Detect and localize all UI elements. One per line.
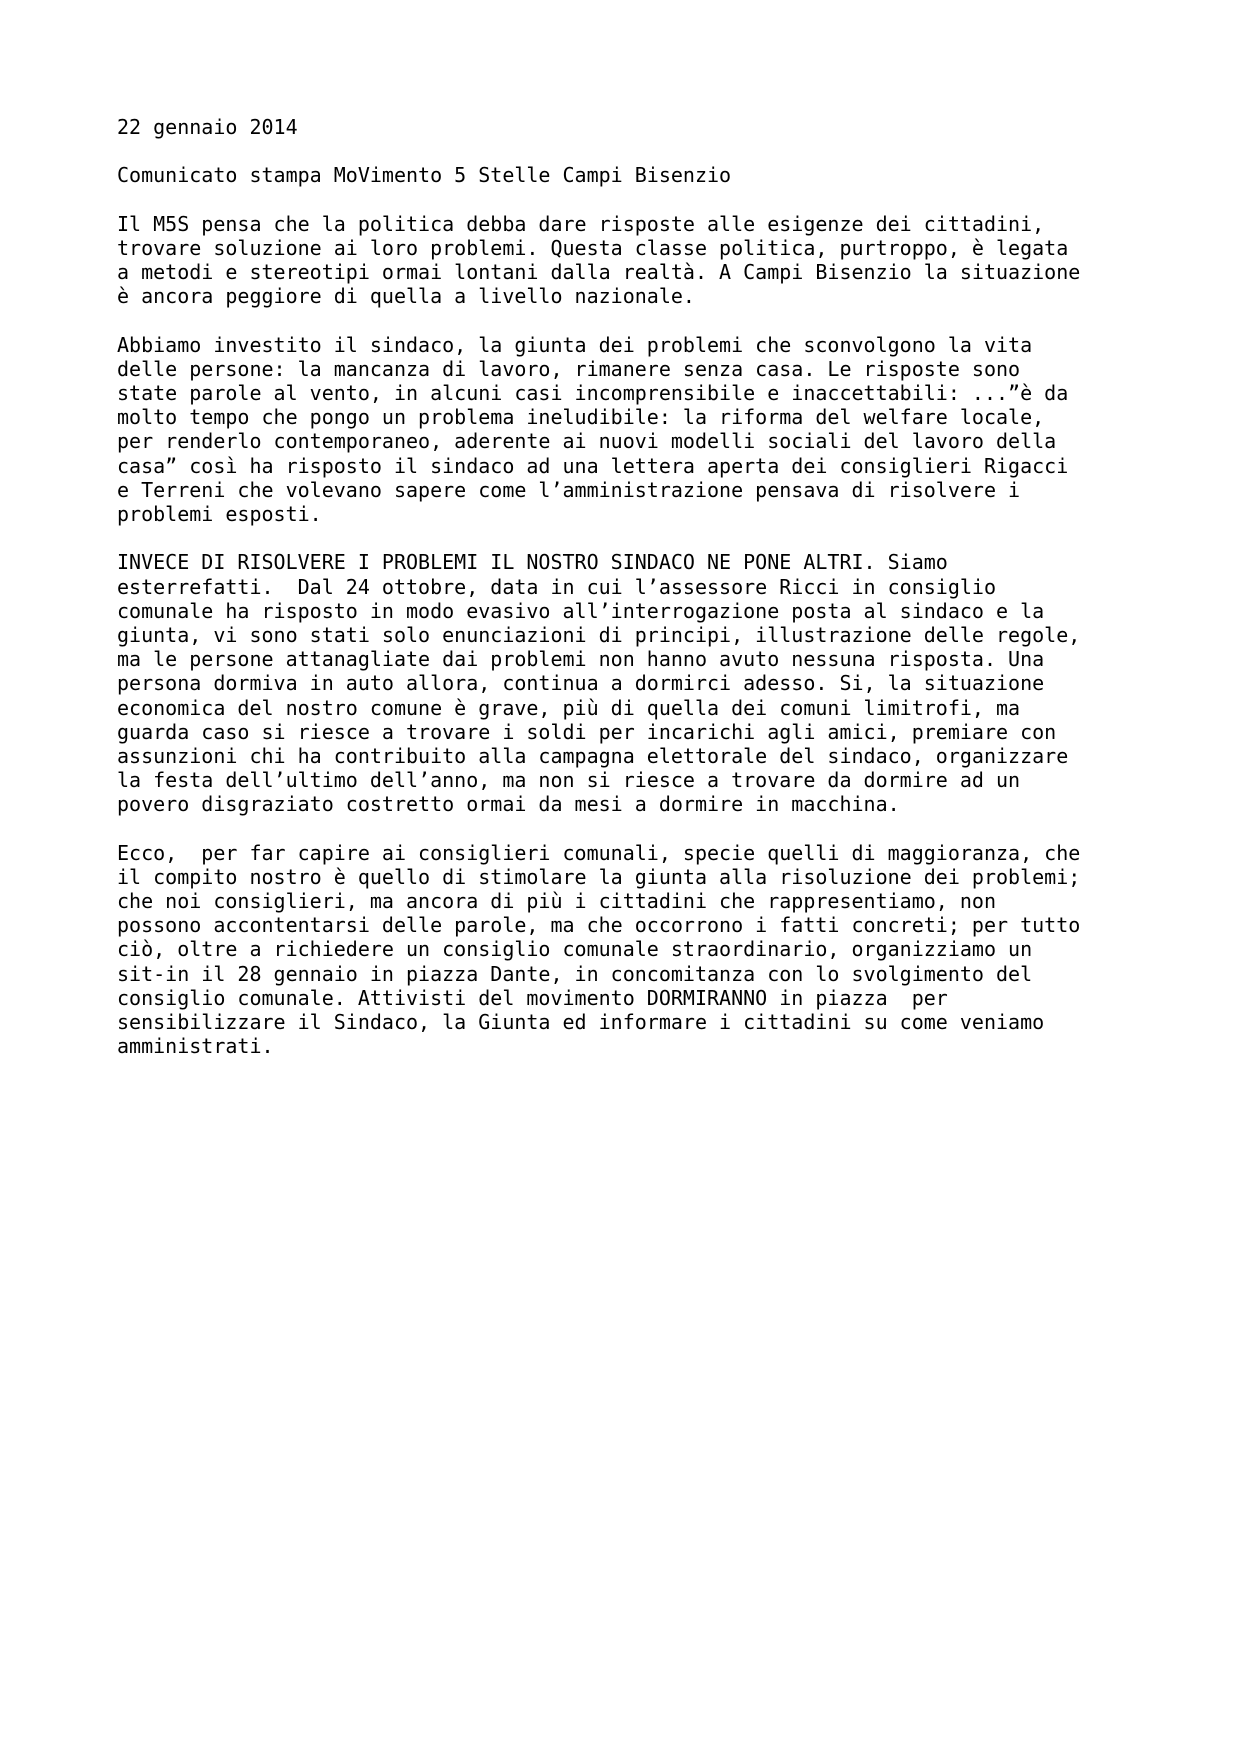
blank-line [117, 816, 1127, 840]
text-line: possono accontentarsi delle parole, ma che occorrono i fatti concreti; per tutto [117, 913, 1081, 938]
paragraph-2 [117, 333, 1127, 527]
text-line: casa” così ha risposto il sindaco ad una lettera aperta dei consiglieri Rigacci [117, 453, 1069, 478]
text-line: assunzioni chi ha contribuito alla campagna elettorale del sindaco, organizzare [117, 743, 1069, 768]
text-line: state parole al vento, in alcuni casi incomprensibile e inaccettabili: ...”è da [117, 381, 1069, 406]
text-line: amministrati. [117, 1034, 274, 1059]
text-line: che noi consiglieri, ma ancora di più i cittadini che rappresentiamo, non [117, 889, 996, 913]
text-line: consiglio comunale. Attivisti del movimento DORMIRANNO in piazza per [117, 985, 948, 1010]
text-line: INVECE DI RISOLVERE I PROBLEMI IL NOSTRO SINDACO NE PONE ALTRI. Siamo [117, 550, 948, 575]
text-line: ciò, oltre a richiedere un consiglio comunale straordinario, organizziamo un [117, 937, 1033, 962]
text-line: trovare soluzione ai loro problemi. Questa classe politica, purtroppo, è legata [117, 235, 1069, 260]
blank-line [117, 188, 1127, 212]
text-line: Ecco, per far capire ai consiglieri comunali, specie quelli di maggioranza, che [117, 840, 1081, 865]
text-line: Abbiamo investito il sindaco, la giunta dei problemi che sconvolgono la vita [117, 332, 1033, 357]
paragraph-4 [117, 841, 1127, 1059]
text-line: esterrefatti. Dal 24 ottobre, data in cui l’assessore Ricci in consiglio [117, 574, 996, 599]
paragraph-3 [117, 550, 1127, 816]
text-line: guarda caso si riesce a trovare i soldi per incarichi agli amici, premiare con [117, 719, 1057, 744]
text-line: Il M5S pensa che la politica debba dare risposte alle esigenze dei cittadini, [117, 211, 1045, 236]
text-line: delle persone: la mancanza di lavoro, rimanere senza casa. Le risposte sono [117, 356, 1021, 381]
text-line: comunale ha risposto in modo evasivo all’interrogazione posta al sindaco e la [117, 598, 1045, 623]
text-line: economica del nostro comune è grave, più di quella dei comuni limitrofi, ma [117, 695, 1021, 720]
press-release-text [117, 115, 1127, 1058]
text-line: molto tempo che pongo un problema ineludibile: la riforma del welfare locale, [117, 405, 1045, 430]
document-title: Comunicato stampa MoVimento 5 Stelle Campi Bisenzio [117, 163, 732, 188]
text-line: per renderlo contemporaneo, aderente ai nuovi modelli sociali del lavoro della [117, 429, 1057, 454]
text-line: è ancora peggiore di quella a livello nazionale. [117, 284, 695, 309]
blank-line [117, 139, 1127, 163]
text-line: a metodi e stereotipi ormai lontani dalla realtà. A Campi Bisenzio la situazione [117, 260, 1081, 285]
text-line: la festa dell’ultimo dell’anno, ma non si riesce a trovare da dormire ad un [117, 768, 1021, 793]
text-line: ma le persone attanagliate dai problemi non hanno avuto nessuna risposta. Una [117, 647, 1045, 672]
text-line: povero disgraziato costretto ormai da mesi a dormire in macchina. [117, 792, 900, 817]
text-line: problemi esposti. [117, 502, 322, 526]
paragraph-1 [117, 212, 1127, 309]
text-line: persona dormiva in auto allora, continua a dormirci adesso. Si, la situazione [117, 671, 1045, 696]
text-line: il compito nostro è quello di stimolare la giunta alla risoluzione dei problemi; [117, 864, 1081, 889]
text-line: e Terreni che volevano sapere come l’amministrazione pensava di risolvere i [117, 477, 1021, 502]
text-line: giunta, vi sono stati solo enunciazioni di principi, illustrazione delle regole, [117, 622, 1081, 647]
text-line: sit-in il 28 gennaio in piazza Dante, in concomitanza con lo svolgimento del [117, 961, 1033, 986]
blank-line [117, 526, 1127, 550]
document-date: 22 gennaio 2014 [117, 115, 298, 139]
blank-line [117, 309, 1127, 333]
text-line: sensibilizzare il Sindaco, la Giunta ed informare i cittadini su come veniamo [117, 1009, 1045, 1034]
